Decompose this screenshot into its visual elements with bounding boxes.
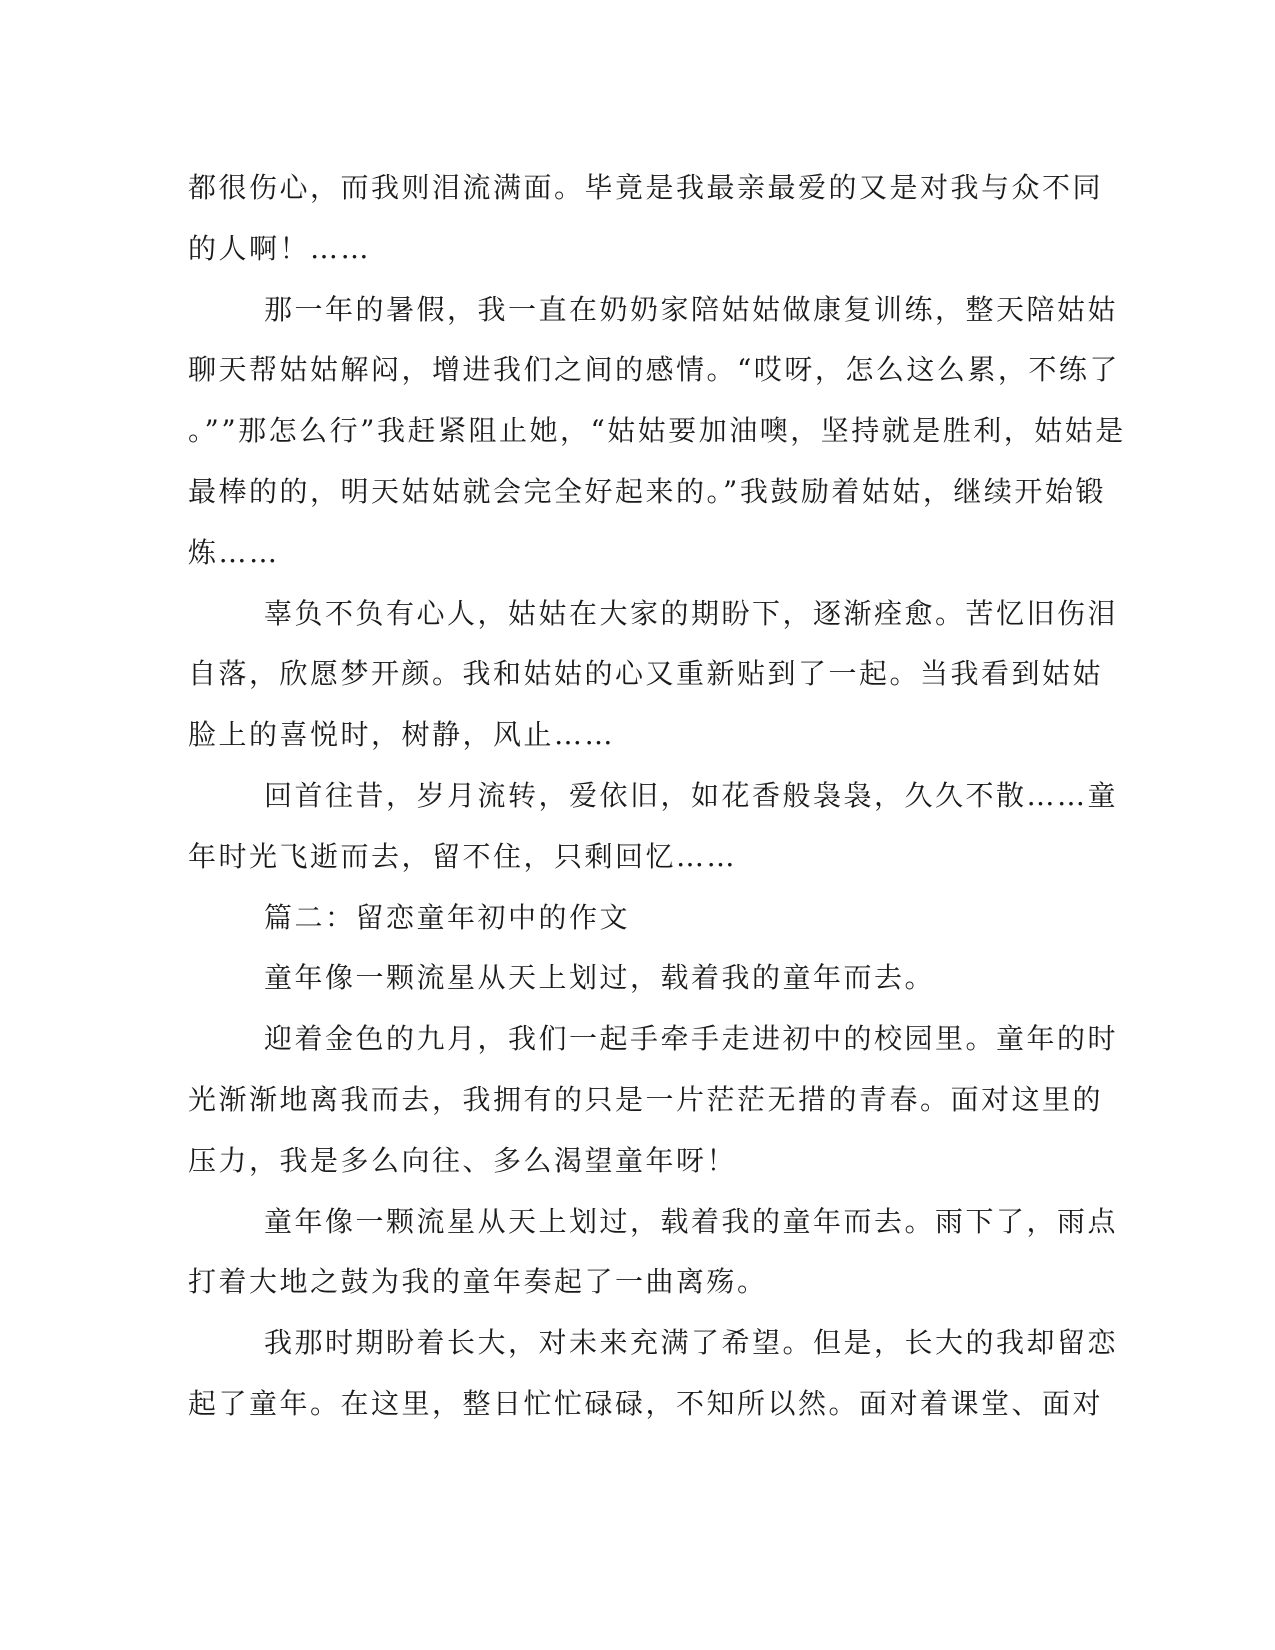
text-line: 自落，欣愿梦开颜。我和姑姑的心又重新贴到了一起。当我看到姑姑	[188, 657, 1104, 691]
text-line: 回首往昔，岁月流转，爱依旧，如花香般袅袅，久久不散……童	[264, 778, 1119, 812]
text-line: 童年像一颗流星从天上划过，载着我的童年而去。	[264, 961, 936, 995]
text-line: 那一年的暑假，我一直在奶奶家陪姑姑做康复训练，整天陪姑姑	[264, 292, 1119, 326]
section-heading: 篇二：留恋童年初中的作文	[264, 900, 631, 934]
text-line: 迎着金色的九月，我们一起手牵手走进初中的校园里。童年的时	[264, 1022, 1119, 1056]
text-line: 最棒的的，明天姑姑就会完全好起来的。”我鼓励着姑姑，继续开始锻	[188, 474, 1106, 508]
text-line: 打着大地之鼓为我的童年奏起了一曲离殇。	[188, 1265, 768, 1299]
document-body	[188, 158, 1126, 1435]
text-line: 聊天帮姑姑解闷，增进我们之间的感情。“哎呀，怎么这么累，不练了	[188, 353, 1120, 387]
text-line: 都很伤心，而我则泪流满面。毕竟是我最亲最爱的又是对我与众不同	[188, 171, 1104, 204]
text-line: 我那时期盼着长大，对未来充满了希望。但是，长大的我却留恋	[264, 1326, 1119, 1360]
text-line: 童年像一颗流星从天上划过，载着我的童年而去。雨下了，雨点	[264, 1204, 1119, 1238]
text-line: 起了童年。在这里，整日忙忙碌碌，不知所以然。面对着课堂、面对	[188, 1386, 1104, 1420]
text-line: 压力，我是多么向往、多么渴望童年呀！	[188, 1143, 738, 1177]
text-line: 年时光飞逝而去，留不住，只剩回忆……	[188, 839, 738, 873]
text-line: 炼……	[188, 535, 280, 569]
text-line: 的人啊！……	[188, 231, 372, 265]
text-line: 脸上的喜悦时，树静，风止……	[188, 718, 616, 752]
text-line: 。””那怎么行”我赶紧阻止她，“姑姑要加油噢，坚持就是胜利，姑姑是	[188, 414, 1126, 448]
text-line: 辜负不负有心人，姑姑在大家的期盼下，逐渐痊愈。苦忆旧伤泪	[264, 596, 1119, 630]
text-line: 光渐渐地离我而去，我拥有的只是一片茫茫无措的青春。面对这里的	[188, 1082, 1104, 1116]
